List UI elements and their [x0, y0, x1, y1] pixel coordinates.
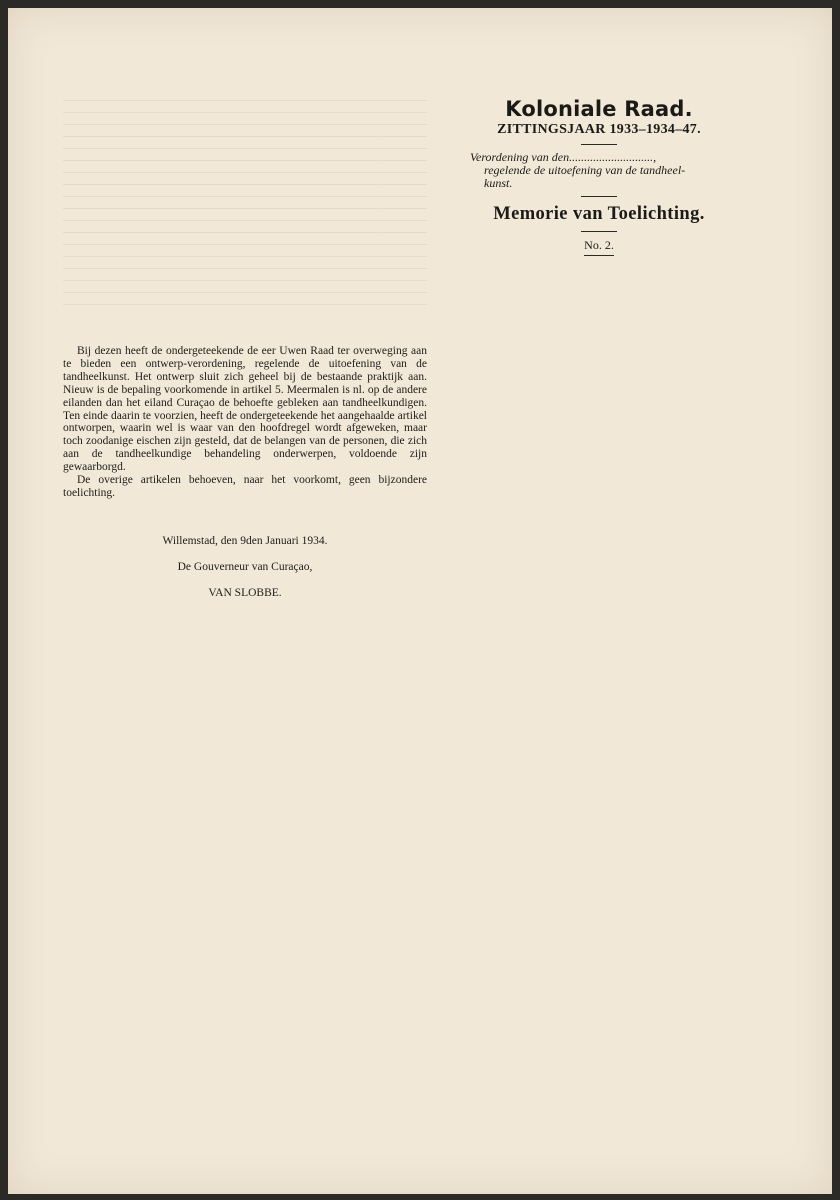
- council-title: Koloniale Raad.: [505, 97, 693, 121]
- paragraph: Bij dezen heeft de ondergeteekende de eer Uwen Raad ter overweging aan te bieden een ontwerp-verordening, regelende de uitoefening van de tandheelkunst. Het ontwerp sluit zich geheel bij de bestaande praktijk aan. Nieuw is de bepaling voorkomende in artikel 5. Meermalen is nl. op de andere eilanden dan het eiland Curaçao de behoefte gebleken aan tandheelkundigen. Ten einde daarin te voorzien, heeft de ondergeteekende het aangehaalde artikel ontworpen, waarin wel is waar van den hoofdregel wordt afgeweken, maar toch zoodanige eischen zijn gesteld, dat de belangen van de personen, die zich aan de tandheelkundige behandeling onderwerpen, voldoende zijn gewaarborgd.: [63, 345, 427, 474]
- paragraph: De overige artikelen behoeven, naar het voorkomt, geen bijzondere toelichting.: [63, 474, 427, 499]
- subject-line-1: Verordening van den............................,: [470, 150, 657, 164]
- subject-line-3: kunst.: [484, 176, 513, 190]
- signatory-role: De Gouverneur van Curaçao,: [177, 561, 313, 573]
- session-year: ZITTINGSJAAR 1933–1934–47.: [497, 122, 701, 137]
- divider: [581, 196, 617, 197]
- explanatory-text: [63, 345, 427, 500]
- document-number: No. 2.: [584, 238, 614, 252]
- divider: [581, 231, 617, 232]
- document-header: [466, 96, 732, 258]
- subject-line-2: regelende de uitoefening van de tandheel-: [484, 163, 686, 177]
- ordinance-subject: [470, 151, 728, 190]
- divider: [584, 255, 614, 256]
- signatory-name: VAN SLOBBE.: [208, 587, 282, 599]
- document-page: [8, 8, 832, 1194]
- memorie-heading: Memorie van Toelichting.: [493, 204, 705, 224]
- place-date: Willemstad, den 9den Januari 1934.: [162, 535, 328, 547]
- show-through-text: [63, 100, 427, 315]
- divider: [581, 144, 617, 145]
